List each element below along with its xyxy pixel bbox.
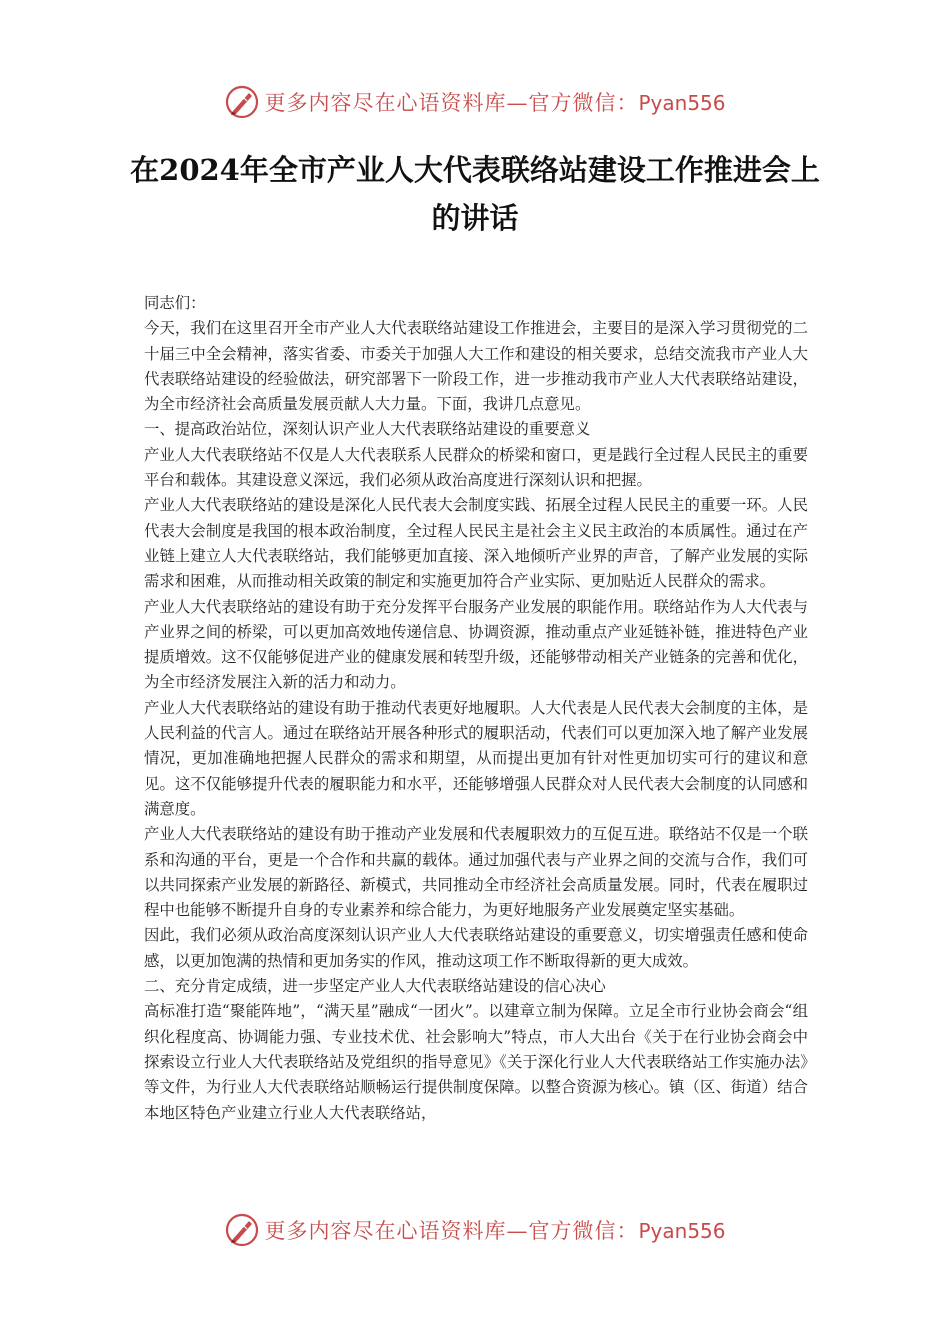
body-paragraph: 产业人大代表联络站的建设是深化人民代表大会制度实践、拓展全过程人民民主的重要一环。人民代表大会制度是我国的根本政治制度，全过程人民民主是社会主义民主政治的本质属性。通过在产业链上建立人大代表联络站，我们能够更加直接、深入地倾听产业界的声音，了解产业发展的实际需求和困难，从而推动相关政策的制定和实施更加符合产业实际、更加贴近人民群众的需求。 (144, 496, 808, 591)
watermark-text: 更多内容尽在心语资料库—官方微信：Pyan556 (264, 91, 726, 115)
pen-logo-icon (224, 1212, 260, 1248)
body-paragraph: 产业人大代表联络站的建设有助于推动代表更好地履职。人大代表是人民代表大会制度的主体，是人民利益的代言人。通过在联络站开展各种形式的履职活动，代表们可以更加深入地了解产业发展情况，更加准确地把握人民群众的需求和期望，从而提出更加有针对性更加切实可行的建议和意见。这不仅能够提升代表的履职能力和水平，还能够增强人民群众对人民代表大会制度的认同感和满意度。 (144, 698, 808, 818)
salutation: 同志们： (144, 294, 206, 312)
section-heading: 二、充分肯定成绩，进一步坚定产业人大代表联络站建设的信心决心 (144, 977, 606, 996)
body-paragraph: 产业人大代表联络站的建设有助于推动产业发展和代表履职效力的互促互进。联络站不仅是一个联系和沟通的平台，更是一个合作和共赢的载体。通过加强代表与产业界之间的交流与合作，我们可以共同探索产业发展的新路径、新模式，共同推动全市经济社会高质量发展。同时，代表在履职过程中也能够不断提升自身的专业素养和综合能力，为更好地服务产业发展奠定坚实基础。 (144, 825, 808, 920)
document-title: 在2024年全市产业人大代表联络站建设工作推进会上的讲话 (130, 153, 820, 235)
body-paragraph: 今天，我们在这里召开全市产业人大代表联络站建设工作推进会，主要目的是深入学习贯彻党的二十届三中全会精神，落实省委、市委关于加强人大工作和建设的相关要求，总结交流我市产业人大代表联络站建设的经验做法，研究部署下一阶段工作，进一步推动我市产业人大代表联络站建设，为全市经济社会高质量发展贡献人大力量。下面，我讲几点意见。 (144, 319, 808, 414)
body-paragraph: 产业人大代表联络站不仅是人大代表联系人民群众的桥梁和窗口，更是践行全过程人民民主的重要平台和载体。其建设意义深远，我们必须从政治高度进行深刻认识和把握。 (144, 445, 808, 490)
document-body (144, 291, 808, 1126)
body-paragraph: 产业人大代表联络站的建设有助于充分发挥平台服务产业发展的职能作用。联络站作为人大代表与产业界之间的桥梁，可以更加高效地传递信息、协调资源，推动重点产业延链补链，推进特色产业提质增效。这不仅能够促进产业的健康发展和转型升级，还能够带动相关产业链条的完善和优化，为全市经济发展注入新的活力和动力。 (144, 597, 808, 692)
body-paragraph: 高标准打造“聚能阵地”，“满天星”融成“一团火”。以建章立制为保障。立足全市行业协会商会“组织化程度高、协调能力强、专业技术优、社会影响大”特点，市人大出台《关于在行业协会商会中探索设立行业人大代表联络站及党组织的指导意见》《关于深化行业人大代表联络站工作实施办法》等文件，为行业人大代表联络站顺畅运行提供制度保障。以整合资源为核心。镇（区、街道）结合本地区特色产业建立行业人大代表联络站， (144, 1002, 808, 1122)
section-heading: 一、提高政治站位，深刻认识产业人大代表联络站建设的重要意义 (144, 420, 591, 439)
watermark-text: 更多内容尽在心语资料库—官方微信：Pyan556 (264, 1219, 726, 1243)
body-paragraph: 因此，我们必须从政治高度深刻认识产业人大代表联络站建设的重要意义，切实增强责任感和使命感，以更加饱满的热情和更加务实的作风，推动这项工作不断取得新的更大成效。 (144, 926, 808, 970)
watermark-banner-bottom (0, 1208, 950, 1252)
pen-logo-icon (224, 84, 260, 120)
watermark-banner-top (0, 80, 950, 124)
